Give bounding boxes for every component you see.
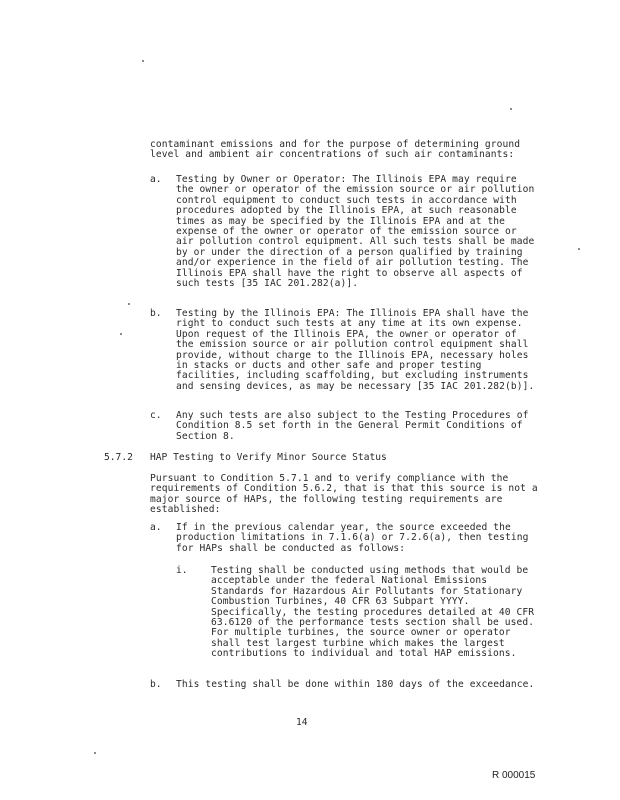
section-item-a-i-text: Testing shall be conducted using methods that would be acceptable under the federal National Emissions Standards for Hazardous Air Pollutants for Stationary Combustion Turbines, 40 CFR 63 Subpart YYYY. Specifically, the testing procedures detailed at 40 CFR 63.6120 of the performance tests section shall be used. For multiple turbines, the source owner or operator shall test largest turbine which makes the largest contributions to individual and total HAP emissions. bbox=[211, 565, 541, 660]
scan-speck bbox=[510, 108, 512, 110]
section-intro: Pursuant to Condition 5.7.1 and to verify compliance with the requirements of Condition 5.6.2, that is that this source is not a major source of HAPs, the following testing requirements are established: bbox=[150, 473, 544, 516]
item-c-label: c. bbox=[150, 410, 162, 421]
intro-paragraph: contaminant emissions and for the purpose of determining ground level and ambient air concentrations of such air contaminants: bbox=[150, 139, 527, 161]
item-b-label: b. bbox=[150, 308, 162, 319]
item-a-text: Testing by Owner or Operator: The Illinois EPA may require the owner or operator of the emission source or air pollution control equipment to conduct such tests in accordance with procedures adopted by the Illinois EPA, at such reasonable times as may be specified by the Illinois EPA and at the expense of the owner or operator of the emission source or air pollution control equipment. All such tests shall be made by or under the direction of a person qualified by training and/or experience in the field of air pollution testing. The Illinois EPA shall have the right to observe all aspects of such tests [35 IAC 201.282(a)]. bbox=[176, 174, 541, 290]
section-item-a-label: a. bbox=[150, 522, 162, 533]
item-c-text: Any such tests are also subject to the Testing Procedures of Condition 8.5 set forth in the General Permit Conditions of Section 8. bbox=[176, 410, 535, 442]
scan-speck bbox=[128, 303, 130, 305]
scan-speck bbox=[120, 333, 122, 335]
section-item-b-label: b. bbox=[150, 679, 162, 690]
bates-number: R 000015 bbox=[492, 770, 536, 781]
scan-speck bbox=[142, 60, 144, 62]
section-item-a-i-label: i. bbox=[176, 565, 188, 576]
page-number: 14 bbox=[296, 717, 308, 728]
section-item-a-text: If in the previous calendar year, the source exceeded the production limitations in 7.1.6(a) or 7.2.6(a), then testing for HAPs shall be conducted as follows: bbox=[176, 522, 535, 554]
section-number: 5.7.2 bbox=[104, 452, 133, 463]
scan-speck bbox=[578, 248, 580, 250]
item-a-label: a. bbox=[150, 174, 162, 185]
section-title: HAP Testing to Verify Minor Source Status bbox=[150, 452, 387, 463]
scan-speck bbox=[94, 752, 96, 754]
item-b-text: Testing by the Illinois EPA: The Illinois EPA shall have the right to conduct such tests at any time at its own expense. Upon request of the Illinois EPA, the owner or operator of the emission source or air pollution control equipment shall provide, without charge to the Illinois EPA, necessary holes in stacks or ducts and other safe and proper testing facilities, including scaffolding, but excluding instruments and sensing devices, as may be necessary [35 IAC 201.282(b)]. bbox=[176, 308, 535, 392]
section-item-b-text: This testing shall be done within 180 days of the exceedance. bbox=[176, 679, 535, 690]
